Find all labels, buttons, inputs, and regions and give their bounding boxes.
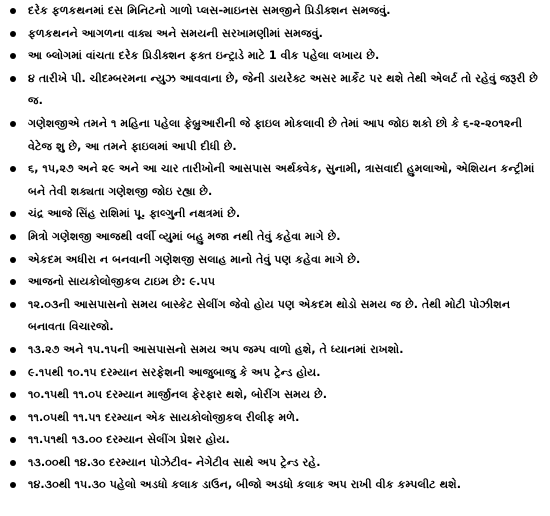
- list-item: ૧૧.૫૧થી ૧૩.૦૦ દરમ્યાન સેલીંગ પ્રેશર હોય.: [2, 429, 544, 452]
- list-item: ૧૨.૦૩ની આસપાસનો સમય બાસ્કેટ સેલીંગ જેવો હોય પણ એકદમ થોડો સમય જ છે. તેથી મોટી પોઝીશન બનાવતા વિચારજો.: [2, 294, 544, 339]
- prediction-list: [2, 0, 544, 497]
- list-item: ફળકથનને આગળના વાક્ય અને સમયની સરખામણીમાં સમજવું.: [2, 23, 544, 46]
- list-item: ૬, ૧૫,૨૭ અને ૨૯ અને આ ચાર તારીખોની આસપાસ અર્થક્વેક, સુનામી, ત્રાસવાદી હુમલાઓ, એશિયન કન્ટ્રીમાં બને તેવી શક્યતા ગણેશજી જોઇ રહ્યા છે.: [2, 158, 544, 203]
- list-item: ૧૪.૩૦થી ૧૫.૩૦ પહેલો અડધો કલાક ડાઉન, બીજો અડધો કલાક અપ રાખી વીક કમ્પલીટ થશે.: [2, 474, 544, 497]
- list-item: ૯.૧૫થી ૧૦.૧૫ દરમ્યાન સરફેશની આજુબાજુ કે અપ ટ્રેન્ડ હોય.: [2, 362, 544, 385]
- list-item: ગણેશજીએ તમને ૧ મહિના પહેલા ફેબ્રુઆરીની જે ફાઇલ મોકલાવી છે તેમાં આપ જોઇ શકો છો કે ૬-૨-૨૦૧૨ની વેટેજ શુ છે, આ તમને ફાઇલમાં આપી દીધી છે.: [2, 113, 544, 158]
- list-item: એકદમ અધીરા ન બનવાની ગણેશજી સલાહ માનો તેવું પણ કહેવા માગે છે.: [2, 249, 544, 272]
- list-item: ચંદ્ર આજે સિંહ રાશિમાં પૂ. ફાલ્ગુની નક્ષત્રમાં છે.: [2, 203, 544, 226]
- list-item: આજનો સાયકોલોજીકલ ટાઇમ છે: ૯.૫૫: [2, 271, 544, 294]
- list-item: ૧૩.૨૭ અને ૧૫.૧૫ની આસપાસનો સમય અપ જમ્પ વાળો હશે, તે ધ્યાનમાં રાખશો.: [2, 339, 544, 362]
- list-item: આ બ્લોગમાં વાંચતા દરેક પ્રિડીક્શન ફક્ત ઇન્ટ્રાડે માટે 1 વીક પહેલા લખાય છે.: [2, 45, 544, 68]
- list-item: ૧૩.૦૦થી ૧૪.૩૦ દરમ્યાન પોઝેટીવ- નેગેટીવ સાથે અપ ટ્રેન્ડ રહે.: [2, 452, 544, 475]
- list-item: મિત્રો ગણેશજી આજથી વર્લી વ્યુમાં બહુ મજા નથી તેવું કહેવા માગે છે.: [2, 226, 544, 249]
- list-item: ૪ તારીખે પી. ચીદમ્બરમના ન્યુઝ આવવાના છે, જેની ડાયરેક્ટ અસર માર્કેટ પર થશે તેથી એલર્ટ તો રહેવું જરૂરી છે જ.: [2, 68, 544, 113]
- list-item: દરેક ફળકથનમાં દસ મિનિટનો ગાળો પ્લસ-માઇનસ સમજીને પ્રિડીક્શન સમજવું.: [2, 0, 544, 23]
- list-item: ૧૦.૧૫થી ૧૧.૦૫ દરમ્યાન માર્જીનલ ફેરફાર થશે, બોરીંગ સમય છે.: [2, 384, 544, 407]
- list-item: ૧૧.૦૫થી ૧૧.૫૧ દરમ્યાન એક સાયકોલોજીકલ રીલીફ મળે.: [2, 407, 544, 430]
